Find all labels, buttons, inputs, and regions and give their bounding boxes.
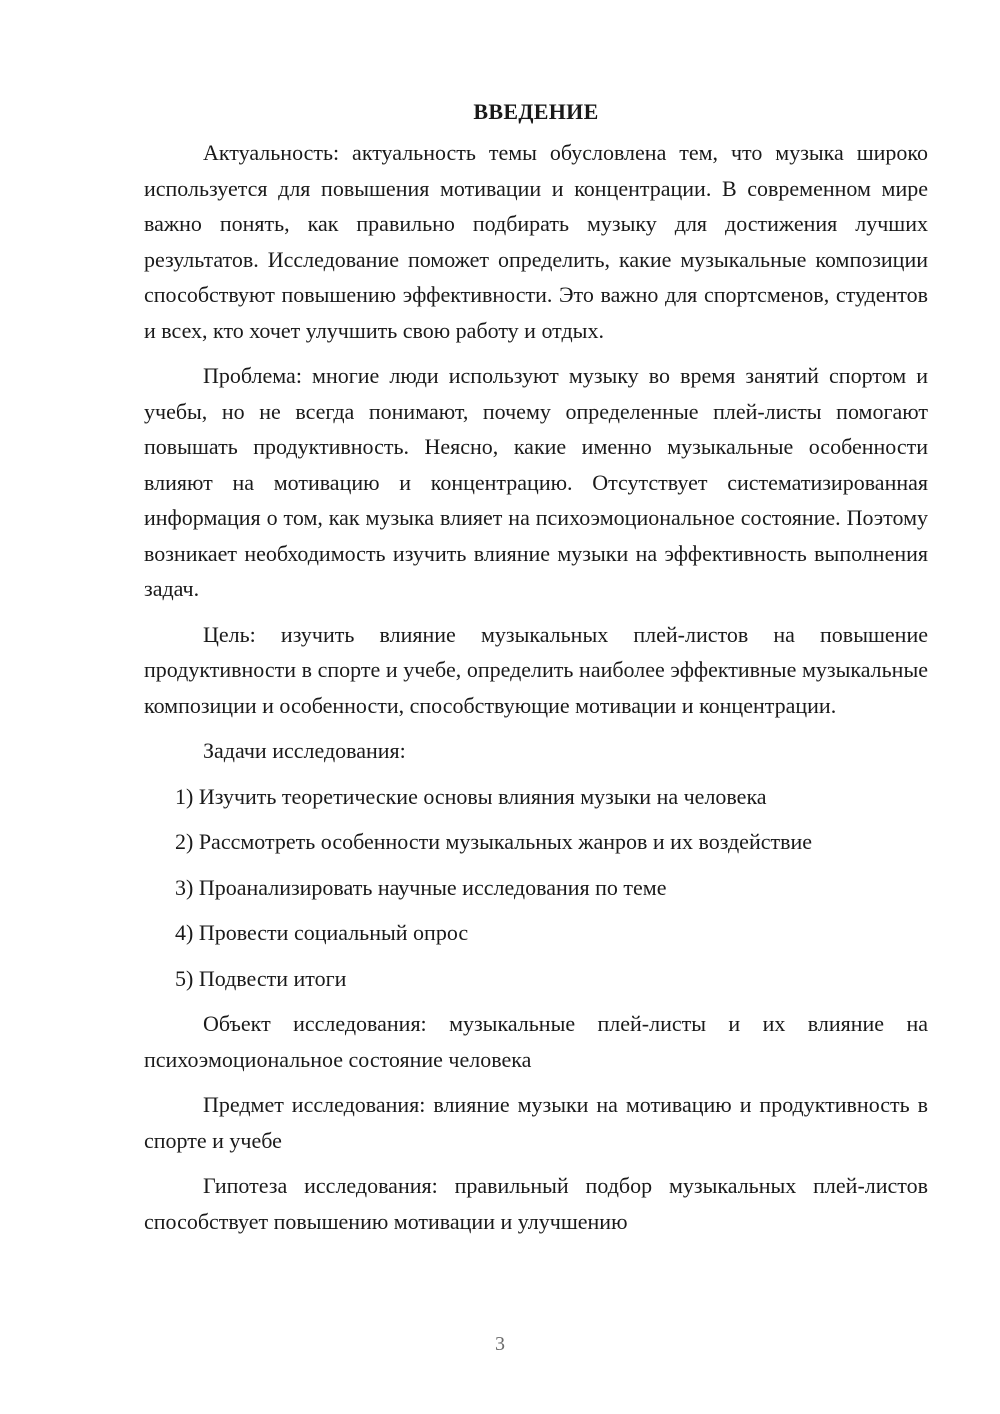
task-item-5: 5) Подвести итоги — [175, 965, 347, 991]
task-item-3: 3) Проанализировать научные исследования по теме — [175, 874, 667, 900]
tasks-list — [144, 779, 928, 997]
page-content — [144, 94, 928, 1249]
task-item-2: 2) Рассмотреть особенности музыкальных жанров и их воздействие — [175, 829, 813, 854]
problem-paragraph: Проблема: многие люди используют музыку во время занятий спортом и учебы, но не всегда понимают, почему определенные плей-листы помогают повышать продуктивность. Неясно, какие именно музыкальные особенности влияют на мотивацию и концентрацию. Отсутствует систематизированная информация о том, как музыка влияет на психоэмоциональное состояние. Поэтому возникает необходимость изучить влияние музыки на эффективность выполнения задач. — [144, 363, 928, 601]
page-number: 3 — [495, 1333, 505, 1355]
object-paragraph: Объект исследования: музыкальные плей-листы и их влияние на психоэмоциональное состояние человека — [144, 1011, 928, 1072]
tasks-title: Задачи исследования: — [203, 738, 406, 763]
task-item-4: 4) Провести социальный опрос — [175, 920, 469, 945]
subject-paragraph: Предмет исследования: влияние музыки на мотивацию и продуктивность в спорте и учебе — [144, 1092, 928, 1153]
relevance-paragraph: Актуальность: актуальность темы обусловлена тем, что музыка широко используется для повышения мотивации и концентрации. В современном мире важно понять, как правильно подбирать музыку для достижения лучших результатов. Исследование поможет определить, какие музыкальные композиции способствуют повышению эффективности. Это важно для спортсменов, студентов и всех, кто хочет улучшить свою работу и отдых. — [144, 140, 928, 343]
hypothesis-paragraph: Гипотеза исследования: правильный подбор музыкальных плей-листов способствует повышению мотивации и улучшению — [144, 1173, 928, 1234]
goal-paragraph: Цель: изучить влияние музыкальных плей-листов на повышение продуктивности в спорте и учебе, определить наиболее эффективные музыкальные композиции и особенности, способствующие мотивации и концентрации. — [144, 621, 928, 718]
task-item-1: 1) Изучить теоретические основы влияния музыки на человека — [175, 783, 767, 809]
section-heading: ВВЕДЕНИЕ — [473, 99, 599, 124]
